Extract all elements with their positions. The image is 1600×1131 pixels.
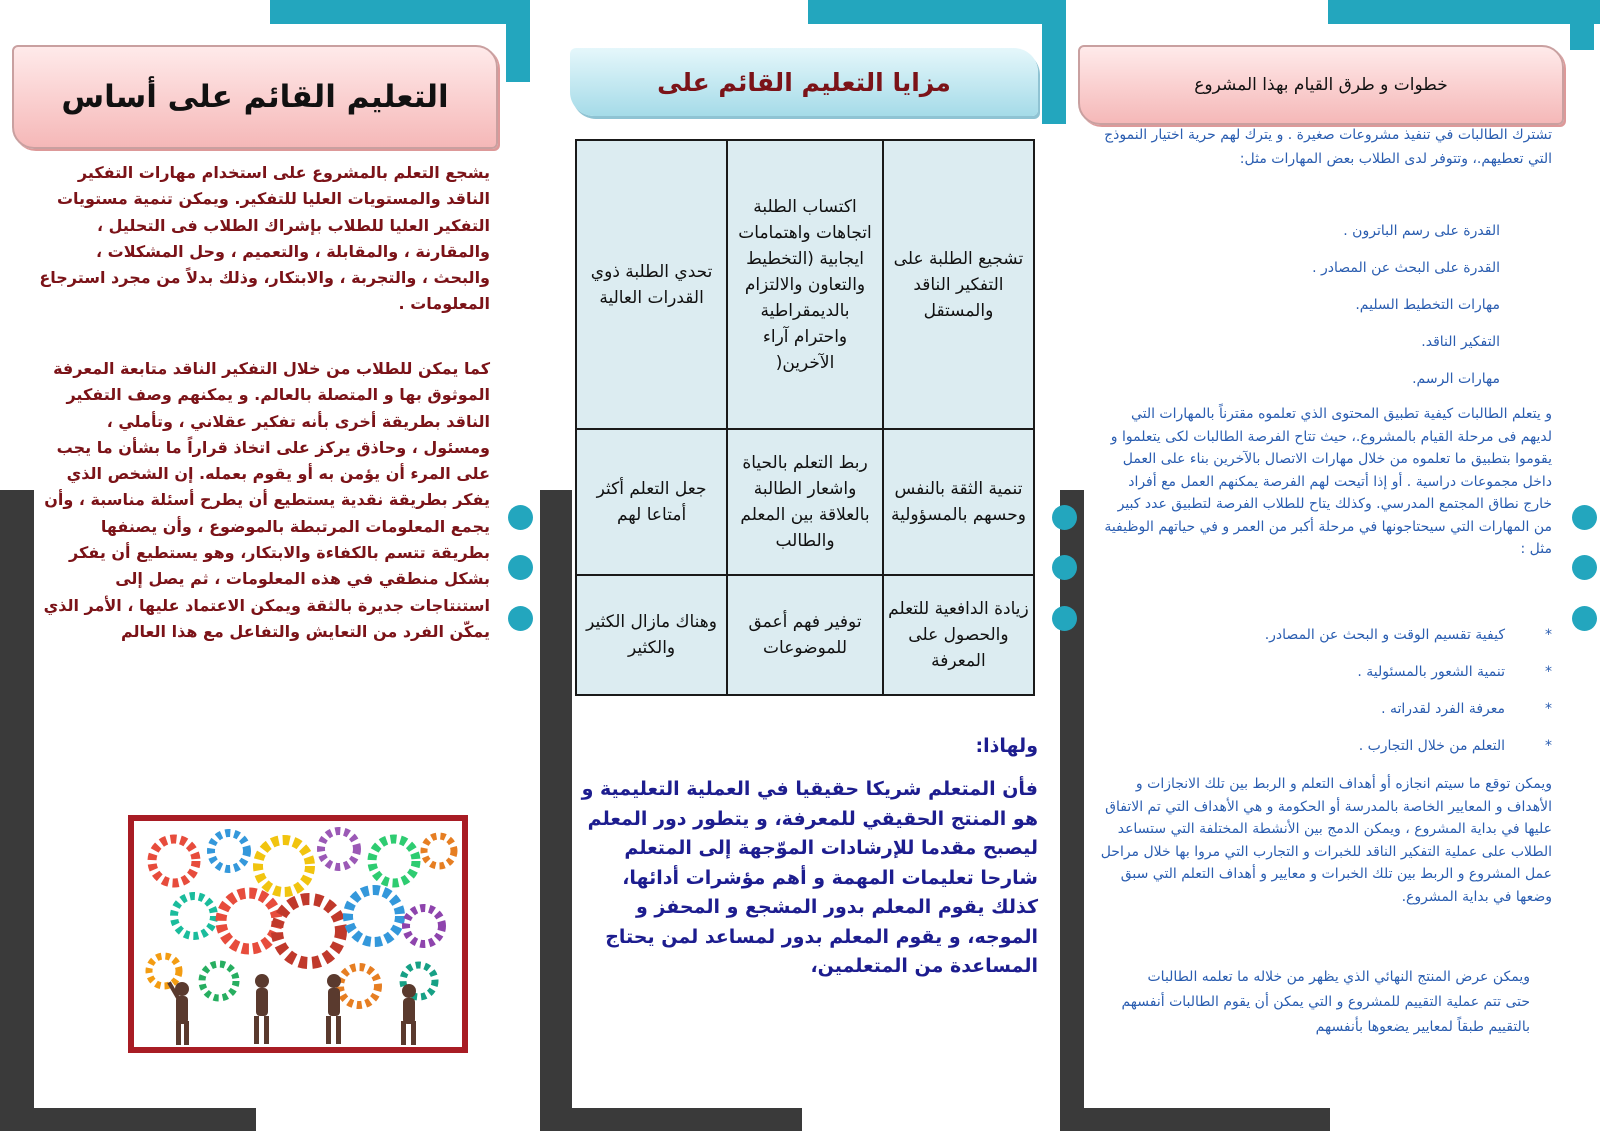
bullet-item — [1110, 662, 1552, 699]
left-title-banner — [12, 45, 498, 149]
right-panel-title: خطوات و طرق القيام بهذا المشروع — [1194, 75, 1448, 95]
left-panel-title: التعليم القائم على أساس — [61, 79, 449, 115]
grid-cell: تنمية الثقة بالنفس وحسهم بالمسؤولية — [883, 429, 1034, 575]
left-para-2: كما يمكن للطلاب من خلال التفكير الناقد متابعة المعرفة الموثوق بها و المتصلة بالعالم. و يمكنهم وصف التفكير الناقد بطريقة أخرى بأنه تفكير عقلاني ، وتأملي ، ومسئول ، وحاذق يركز على اتخاذ قراراً ما بشأن ما يجب على المرء أن يؤمن به أو يقوم بعمله. إن الشخص الذي يفكر بطريقة نقدية يستطيع أن يطرح أسئلة مناسبة ، وأن يجمع المعلومات المرتبطة بالموضوع ، وأن يصنفها بطريقة تتسم بالكفاءة والابتكار، وهو يستطيع أن يفكر بشكل منطقي في هذه المعلومات ، ثم يصل إلى استنتاجات جديرة بالثقة ويمكن الاعتماد عليها ، الأمر الذي يمكّن الفرد من التعايش والتفاعل مع هذا العالم — [43, 359, 490, 641]
dark-frame-right-left — [1060, 490, 1084, 1131]
decorative-dot — [1572, 606, 1597, 631]
grid-cell: زيادة الدافعية للتعلم والحصول على المعرفة — [883, 575, 1034, 695]
middle-panel-title: مزايا التعليم القائم على — [657, 67, 951, 97]
right-para-2: و يتعلم الطالبات كيفية تطبيق المحتوى الذي تعلموه مقترناً بالمهارات التي لديهم فى مرحلة القيام بالمشروع.، حيث تتاح الفرصة الطالبات لكى يتعلموا و يقوموا بتطبيق ما تعلموه من خلال مهارات الاتصال بالآخرين بناء على العمل داخل مجموعات دراسية . أو إذا أتيحت لهم الفرصة يمكنهم العمل مع أفراد خارج نطاق المجتمع المدرسي. وكذلك يتاح للطلاب الفرصة لتطبيق عدد كبير من المهارات التي سيحتاجونها في مرحلة أكبر من العمر و في حياتهم الوظيفية مثل : — [1104, 406, 1552, 557]
dark-frame-middle-left — [540, 490, 572, 1131]
right-para-3: ويمكن توقع ما سيتم انجازه أو أهداف التعلم و الربط بين تلك الانجازات و الأهداف و المعايير الخاصة بالمدرسة أو الحكومة و هي الأهداف التي تم الاتفاق عليها في بداية المشروع ، ويمكن الدمج بين الأنشطة المختلفة التي ستساعد الطلاب على عملية التفكير الناقد للخبرات و التجارب التي مروا بها خلال مراحل عمل المشروع و الربط بين تلك الخبرات و معايير و أهداف التعلم التي سبق وضعها في بداية المشروع. — [1100, 776, 1552, 905]
bullet-text: كيفية تقسيم الوقت و البحث عن المصادر. — [1264, 627, 1505, 643]
teal-frame-top-middle — [808, 0, 1066, 24]
bullet-mark-icon: * — [1545, 627, 1552, 643]
decorative-dot — [508, 505, 533, 530]
teal-frame-middle-side — [1042, 0, 1066, 124]
grid-cell: ربط التعلم بالحياة واشعار الطالبة بالعلاقة بين المعلم والطالب — [727, 429, 883, 575]
skill-item: مهارات التخطيط السليم. — [1355, 297, 1500, 313]
gears-illustration — [128, 815, 468, 1053]
bullet-mark-icon: * — [1545, 664, 1552, 680]
middle-lead: ولهاذا: — [975, 735, 1038, 757]
decorative-dot — [1572, 555, 1597, 580]
skill-item: القدرة على رسم الباترون . — [1343, 223, 1500, 239]
dark-frame-left-bottom — [0, 1108, 256, 1131]
decorative-dot — [1572, 505, 1597, 530]
bullet-text: تنمية الشعور بالمسئولية . — [1357, 664, 1505, 680]
right-intro: تشترك الطالبات في تنفيذ مشروعات صغيرة . و يترك لهم حرية اختيار النموذج التي تعطيهم.، وتتوفر لدى الطلاب بعض المهارات مثل: — [1104, 127, 1552, 167]
gears-icon — [134, 821, 462, 1047]
skill-item: مهارات الرسم. — [1412, 371, 1500, 387]
skill-item: التفكير الناقد. — [1421, 334, 1500, 350]
left-para-1: يشجع التعلم بالمشروع على استخدام مهارات التفكير الناقد والمستويات العليا للتفكير. ويمكن تنمية مستويات التفكير العليا للطلاب بإشراك الطلاب فى التحليل ، والمقارنة ، والمقابلة ، والتعميم ، وحل المشكلات ، والبحث ، والتجربة ، والابتكار، وذلك بدلاً من مجرد استرجاع المعلومات . — [39, 163, 490, 314]
advantages-grid — [575, 139, 1035, 696]
dark-frame-left-vertical — [0, 490, 34, 1131]
bullet-text: التعلم من خلال التجارب . — [1358, 738, 1505, 754]
middle-body: فأن المتعلم شريكا حقيقيا في العملية التعليمية و هو المنتج الحقيقي للمعرفة، و يتطور دور المعلم ليصبح مقدما للإرشادات الموّجهة إلى المتعلم شارحا تعليمات المهمة و أهم مؤشرات أدائها، كذلك يقوم المعلم بدور المشجع و المحفز و الموجه، و يقوم المعلم بدور لمساعد لمن يحتاج المساعدة من المتعلمين، — [581, 778, 1038, 977]
decorative-dot — [508, 555, 533, 580]
bullet-mark-icon: * — [1545, 701, 1552, 717]
bullet-item — [1110, 699, 1552, 736]
teal-frame-right-side — [1570, 0, 1594, 50]
grid-cell: اكتساب الطلبة اتجاهات واهتمامات ايجابية (التخطيط والتعاون والالتزام بالديمقراطية واحترام آراء الآخرين( — [727, 140, 883, 429]
bullets-list — [1110, 625, 1552, 773]
dark-frame-middle-bottom — [540, 1108, 802, 1131]
decorative-dot — [508, 606, 533, 631]
grid-cell: تحدي الطلبة ذوي القدرات العالية — [576, 140, 727, 429]
teal-frame-top-left — [270, 0, 530, 24]
teal-frame-top-right — [1328, 0, 1600, 24]
bullet-item — [1110, 625, 1552, 662]
grid-cell: تشجيع الطلبة على التفكير الناقد والمستقل — [883, 140, 1034, 429]
teal-frame-left-side — [506, 0, 530, 82]
right-title-banner — [1078, 45, 1564, 125]
grid-cell: توفير فهم أعمق للموضوعات — [727, 575, 883, 695]
decorative-dot — [1052, 555, 1077, 580]
bullet-item — [1110, 736, 1552, 773]
grid-cell: وهناك مازال الكثير والكثير — [576, 575, 727, 695]
decorative-dot — [1052, 606, 1077, 631]
dark-frame-right-bottom — [1060, 1108, 1330, 1131]
grid-cell: جعل التعلم أكثر أمتاعا لهم — [576, 429, 727, 575]
skills-list — [1100, 213, 1500, 398]
bullet-text: معرفة الفرد لقدراته . — [1381, 701, 1505, 717]
right-para-4: ويمكن عرض المنتج النهائي الذي يظهر من خلاله ما تعلمه الطالبات حتى تتم عملية التقييم للمشروع و التي يمكن أن يقوم الطالبات أنفسهم بالتقييم طبقاً لمعايير يضعوها بأنفسهم — [1121, 969, 1530, 1035]
middle-title-banner — [570, 48, 1038, 116]
bullet-mark-icon: * — [1545, 738, 1552, 754]
skill-item: القدرة على البحث عن المصادر . — [1312, 260, 1500, 276]
decorative-dot — [1052, 505, 1077, 530]
